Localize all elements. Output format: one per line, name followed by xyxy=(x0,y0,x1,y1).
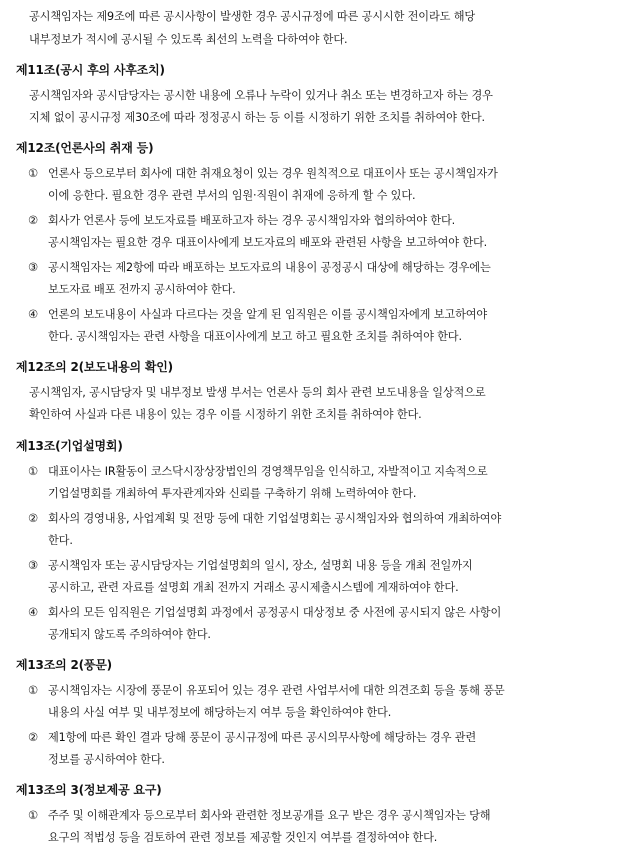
item-text: 주주 및 이해관계자 등으로부터 회사와 관련한 정보공개를 요구 받은 경우 공시책임자는 당해 xyxy=(48,809,491,822)
intro-line: 내부정보가 적시에 공시될 수 있도록 최선의 노력을 다하여야 한다. xyxy=(29,33,348,46)
article-11-text: 공시책임자와 공시담당자는 공시한 내용에 오류나 누락이 있거나 취소 또는 변경하고자 하는 경우 xyxy=(29,89,493,102)
article-13-heading: 제13조(기업설명회) xyxy=(16,439,123,453)
article-12-2-heading: 제12조의 2(보도내용의 확인) xyxy=(16,360,173,374)
article-13-3-heading: 제13조의 3(정보제공 요구) xyxy=(16,783,162,797)
article-11-text: 지체 없이 공시규정 제30조에 따라 정정공시 하는 등 이를 시정하기 위한 조치를 취하여야 한다. xyxy=(29,111,485,124)
item-text: 언론의 보도내용이 사실과 다르다는 것을 알게 된 임직원은 이를 공시책임자에게 보고하여야 xyxy=(48,308,488,321)
article-12-heading: 제12조(언론사의 취재 등) xyxy=(16,141,154,155)
item-text: 회사의 모든 임직원은 기업설명회 과정에서 공정공시 대상정보 중 사전에 공시되지 않은 사항이 xyxy=(48,606,502,619)
item-marker: ① xyxy=(28,684,38,697)
item-text: 공시책임자 또는 공시담당자는 기업설명회의 일시, 장소, 설명회 내용 등을 개최 전일까지 xyxy=(48,559,473,572)
item-text: 공시책임자는 필요한 경우 대표이사에게 보도자료의 배포와 관련된 사항을 보고하여야 한다. xyxy=(48,236,488,249)
article-12-2-text: 확인하여 사실과 다른 내용이 있는 경우 이를 시정하기 위한 조치를 취하여야 한다. xyxy=(29,408,422,421)
item-marker: ① xyxy=(28,465,38,478)
item-text: 공시책임자는 시장에 풍문이 유포되어 있는 경우 관련 사업부서에 대한 의견조회 등을 통해 풍문 xyxy=(48,684,505,697)
item-marker: ② xyxy=(28,512,38,525)
item-marker: ④ xyxy=(28,606,38,619)
article-13-2-heading: 제13조의 2(풍문) xyxy=(16,658,112,672)
item-text: 제1항에 따른 확인 결과 당해 풍문이 공시규정에 따른 공시의무사항에 해당하는 경우 관련 xyxy=(48,731,477,744)
item-text: 기업설명회를 개최하여 투자관계자와 신뢰를 구축하기 위해 노력하여야 한다. xyxy=(48,487,417,500)
item-marker: ② xyxy=(28,214,38,227)
item-marker: ① xyxy=(28,809,38,822)
item-text: 회사가 언론사 등에 보도자료를 배포하고자 하는 경우 공시책임자와 협의하여야 한다. xyxy=(48,214,456,227)
item-marker: ② xyxy=(28,731,38,744)
article-12-2-text: 공시책임자, 공시담당자 및 내부정보 발생 부서는 언론사 등의 회사 관련 보도내용을 일상적으로 xyxy=(29,386,486,399)
item-text: 언론사 등으로부터 회사에 대한 취재요청이 있는 경우 원칙적으로 대표이사 또는 공시책임자가 xyxy=(48,167,498,180)
item-marker: ④ xyxy=(28,308,38,321)
item-marker: ① xyxy=(28,167,38,180)
article-11-heading: 제11조(공시 후의 사후조치) xyxy=(16,63,165,77)
item-text: 내용의 사실 여부 및 내부정보에 해당하는지 여부 등을 확인하여야 한다. xyxy=(48,706,392,719)
item-text: 공개되지 않도록 주의하여야 한다. xyxy=(48,628,211,641)
item-text: 정보를 공시하여야 한다. xyxy=(48,753,165,766)
item-text: 회사의 경영내용, 사업계획 및 전망 등에 대한 기업설명회는 공시책임자와 협의하여 개최하여야 xyxy=(48,512,502,525)
item-marker: ③ xyxy=(28,261,38,274)
item-text: 이에 응한다. 필요한 경우 관련 부서의 임원·직원이 취재에 응하게 할 수 있다. xyxy=(48,189,416,202)
item-text: 보도자료 배포 전까지 공시하여야 한다. xyxy=(48,283,236,296)
item-text: 공시책임자는 제2항에 따라 배포하는 보도자료의 내용이 공정공시 대상에 해당하는 경우에는 xyxy=(48,261,491,274)
intro-line: 공시책임자는 제9조에 따른 공시사항이 발생한 경우 공시규정에 따른 공시시한 전이라도 해당 xyxy=(29,10,476,23)
item-marker: ③ xyxy=(28,559,38,572)
item-text: 공시하고, 관련 자료를 설명회 개최 전까지 거래소 공시제출시스템에 게재하여야 한다. xyxy=(48,581,459,594)
item-text: 요구의 적법성 등을 검토하여 관련 정보를 제공할 것인지 여부를 결정하여야 한다. xyxy=(48,831,438,844)
item-text: 한다. 공시책임자는 관련 사항을 대표이사에게 보고 하고 필요한 조치를 취하여야 한다. xyxy=(48,330,462,343)
item-text: 대표이사는 IR활동이 코스닥시장상장법인의 경영책무임을 인식하고, 자발적이고 지속적으로 xyxy=(48,465,488,478)
item-text: 한다. xyxy=(48,534,73,547)
